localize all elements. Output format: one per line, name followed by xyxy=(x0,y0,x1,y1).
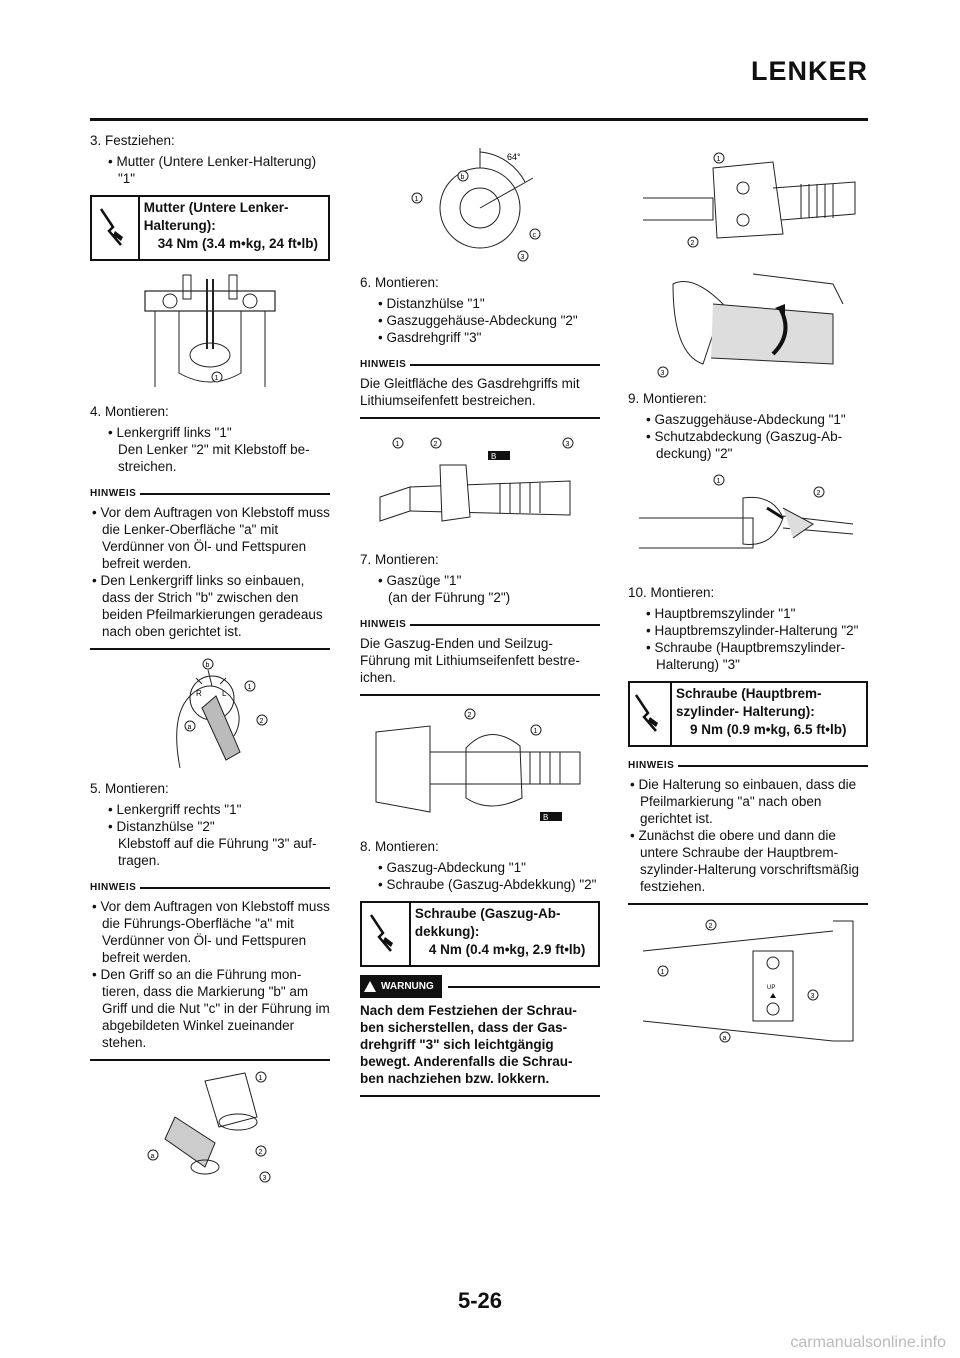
step-4-bullet: • Lenkergriff links "1" xyxy=(90,424,330,441)
step-4-text: Den Lenker "2" mit Klebstoff be- streichen. xyxy=(118,442,310,474)
step-6-bullet-1: • Distanzhülse "1" xyxy=(360,295,600,312)
page-title: LENKER xyxy=(750,56,868,86)
spec-label: Mutter (Untere Lenker- Halterung): xyxy=(143,200,289,233)
torque-spec-lower-handlebar-nut xyxy=(90,195,330,261)
note-3-text: Die Gleitfläche des Gasdrehgriffs mit Lithiumseifenfett bestreichen. xyxy=(360,376,580,408)
callout-a: a xyxy=(150,1153,155,1160)
torque-spec-throttle-cover-screw xyxy=(360,901,600,967)
figure-throttle-housing xyxy=(633,138,863,258)
spec-value: 34 Nm (3.4 m•kg, 24 ft•lb) xyxy=(157,236,319,251)
mark-l: L xyxy=(222,689,227,698)
warning-text: Nach dem Festziehen der Schrau- ben sicherstellen, dass der Gas- drehgriff "3" sich leichtgängig bewegt. Anderenfalls die Schrau- ben nachziehen bzw. lokkern. xyxy=(360,998,600,1097)
step-5-bullet-2: • Distanzhülse "2" xyxy=(90,818,330,835)
step-9-bullet-2: • Schutzabdeckung (Gaszug-Ab- deckung) "2" xyxy=(628,428,868,462)
callout-2: 2 xyxy=(690,240,695,247)
figure-throttle-assembly xyxy=(370,425,590,545)
note-3 xyxy=(360,356,600,419)
figure-grip-angle xyxy=(405,138,555,268)
note-4-text: Die Gaszug-Enden und Seilzug- Führung mit Lithiumseifenfett bestre- ichen. xyxy=(360,636,580,685)
note-2 xyxy=(90,879,330,1061)
callout-b: b xyxy=(460,174,465,181)
step-4: 4. Montieren: xyxy=(90,404,169,419)
callout-1: 1 xyxy=(414,196,419,203)
callout-1: 1 xyxy=(533,728,538,735)
step-7-text: (an der Führung "2") xyxy=(388,590,511,605)
torque-wrench-icon xyxy=(630,691,670,735)
callout-1: 1 xyxy=(214,375,219,382)
grease-b-label: B xyxy=(491,452,497,461)
mark-r: R xyxy=(196,689,202,698)
callout-2: 2 xyxy=(258,1149,263,1156)
callout-1: 1 xyxy=(258,1075,263,1082)
step-5: 5. Montieren: xyxy=(90,781,169,796)
figure-master-cylinder xyxy=(633,911,863,1051)
angle-label: 64° xyxy=(507,152,521,162)
column-left xyxy=(90,132,330,1203)
step-3: 3. Festziehen: xyxy=(90,133,175,148)
callout-2: 2 xyxy=(708,923,713,930)
callout-1: 1 xyxy=(716,156,721,163)
step-10-bullet-3: • Schraube (Hauptbremszylinder- Halterung) "3" xyxy=(628,639,868,673)
step-3-bullet: • Mutter (Untere Lenker-Halterung) "1" xyxy=(90,153,330,187)
figure-lower-handlebar-holder xyxy=(135,269,285,397)
header-rule xyxy=(90,118,868,121)
spec-value: 9 Nm (0.9 m•kg, 6.5 ft•lb) xyxy=(690,722,847,737)
step-9-bullet-1: • Gaszuggehäuse-Abdeckung "1" xyxy=(628,411,868,428)
callout-1: 1 xyxy=(247,684,252,691)
figure-throttle-cables xyxy=(370,702,590,832)
step-6: 6. Montieren: xyxy=(360,275,439,290)
callout-3: 3 xyxy=(660,370,665,377)
note-1-bullet-2: • Den Lenkergriff links so einbauen, dass der Strich "b" zwischen den beiden Pfeilmarkierungen geradeaus nach oben gerichtet ist. xyxy=(90,572,330,640)
column-right xyxy=(628,132,868,1057)
step-7: 7. Montieren: xyxy=(360,552,439,567)
callout-3: 3 xyxy=(520,254,525,261)
callout-a: a xyxy=(722,1035,727,1042)
step-6-bullet-2: • Gaszuggehäuse-Abdeckung "2" xyxy=(360,312,600,329)
note-4 xyxy=(360,616,600,696)
note-label: HINWEIS xyxy=(360,619,407,630)
callout-2: 2 xyxy=(816,490,821,497)
warning-icon xyxy=(364,981,376,992)
note-5-bullet-2: • Zunächst die obere und dann die untere Schraube der Hauptbrem- szylinder-Halterung vorschriftsmäßig festziehen. xyxy=(628,827,868,895)
step-9: 9. Montieren: xyxy=(628,391,707,406)
step-8-bullet-1: • Gaszug-Abdeckung "1" xyxy=(360,859,600,876)
callout-b: b xyxy=(205,662,210,669)
grease-b-label: B xyxy=(543,813,549,822)
step-10-bullet-1: • Hauptbremszylinder "1" xyxy=(628,605,868,622)
step-7-bullet-1: • Gaszüge "1" xyxy=(360,572,600,589)
note-5-bullet-1: • Die Halterung so einbauen, dass die Pfeilmarkierung "a" nach oben gerichtet ist. xyxy=(628,776,868,827)
step-10: 10. Montieren: xyxy=(628,585,715,600)
page-number: 5-26 xyxy=(457,1288,503,1313)
callout-a: a xyxy=(187,724,192,731)
column-middle xyxy=(360,132,600,1097)
watermark: carmanualsonline.info xyxy=(790,1334,946,1351)
step-10-bullet-2: • Hauptbremszylinder-Halterung "2" xyxy=(628,622,868,639)
torque-wrench-icon xyxy=(365,911,405,955)
warning-label: WARNUNG xyxy=(381,981,434,992)
callout-1: 1 xyxy=(660,969,665,976)
torque-wrench-icon xyxy=(95,205,135,249)
note-1-bullet-1: • Vor dem Auftragen von Klebstoff muss die Lenker-Oberfläche "a" mit Verdünner von Öl- und Fettspuren befreit werden. xyxy=(90,504,330,572)
callout-3: 3 xyxy=(565,441,570,448)
spec-label: Schraube (Gaszug-Ab- dekkung): xyxy=(414,906,561,939)
spec-label: Schraube (Hauptbrem- szylinder- Halterung): xyxy=(676,686,822,719)
spec-value: 4 Nm (0.4 m•kg, 2.9 ft•lb) xyxy=(428,942,586,957)
torque-spec-master-cylinder-screw xyxy=(628,681,868,747)
callout-2: 2 xyxy=(433,441,438,448)
callout-1: 1 xyxy=(716,478,721,485)
figure-left-grip xyxy=(150,656,270,774)
note-label: HINWEIS xyxy=(628,760,675,771)
note-2-bullet-2: • Den Griff so an die Führung mon- tieren, dass die Markierung "b" am Griff und die Nut "c" in der Führung im abgebildeten Winkel zueinander stehen. xyxy=(90,966,330,1051)
note-1 xyxy=(90,485,330,650)
note-5 xyxy=(628,757,868,905)
callout-2: 2 xyxy=(259,718,264,725)
warning-box xyxy=(360,975,600,1097)
callout-3: 3 xyxy=(262,1175,267,1182)
figure-throttle-rotate xyxy=(633,264,863,384)
step-8: 8. Montieren: xyxy=(360,839,439,854)
figure-protective-cover xyxy=(633,468,863,578)
step-6-bullet-3: • Gasdrehgriff "3" xyxy=(360,329,600,346)
step-5-text: Klebstoff auf die Führung "3" auf- tragen. xyxy=(118,836,317,868)
note-2-bullet-1: • Vor dem Auftragen von Klebstoff muss die Führungs-Oberfläche "a" mit Verdünner von Öl- und Fettspuren befreit werden. xyxy=(90,898,330,966)
callout-1: 1 xyxy=(395,441,400,448)
step-5-bullet-1: • Lenkergriff rechts "1" xyxy=(90,801,330,818)
callout-3: 3 xyxy=(810,993,815,1000)
step-8-bullet-2: • Schraube (Gaszug-Abdekkung) "2" xyxy=(360,876,600,893)
note-label: HINWEIS xyxy=(90,488,137,499)
note-label: HINWEIS xyxy=(90,882,137,893)
up-mark: UP xyxy=(767,985,776,991)
figure-right-grip xyxy=(145,1067,275,1197)
callout-2: 2 xyxy=(467,712,472,719)
callout-c: c xyxy=(532,232,536,239)
note-label: HINWEIS xyxy=(360,359,407,370)
